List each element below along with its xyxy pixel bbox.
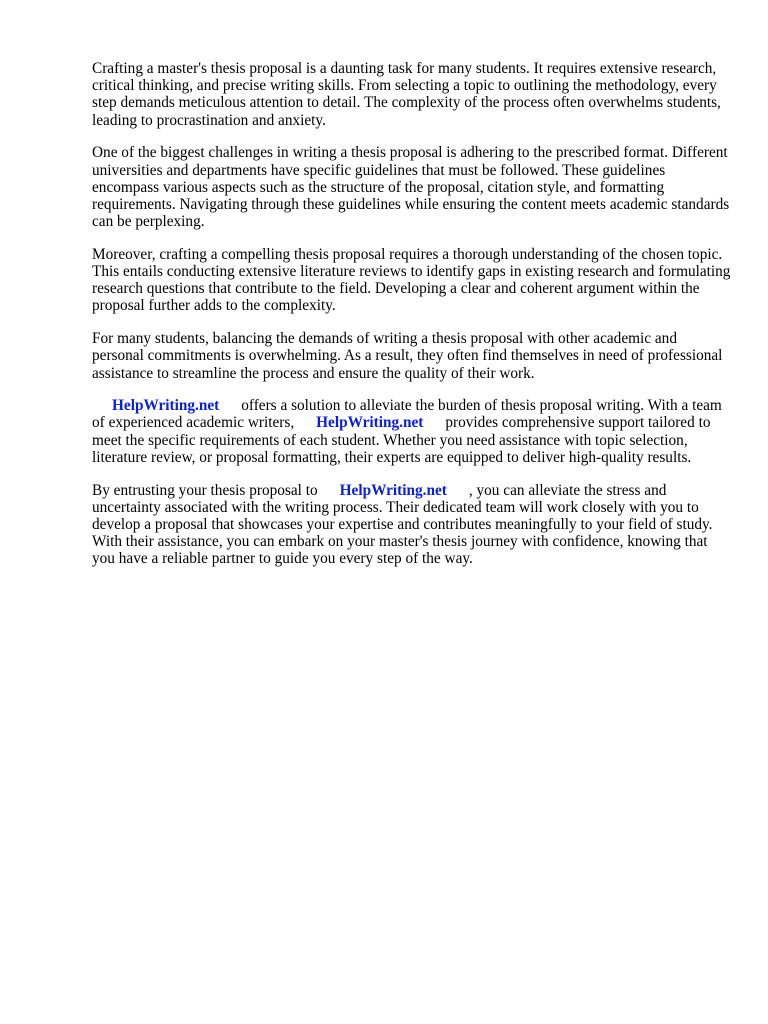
paragraph-format-challenges: One of the biggest challenges in writing a thesis proposal is adhering to the prescribed format. Different universities and departments have specific guidelines that must be followed. These guidelines encompass various aspects such as the structure of the proposal, citation style, and formatting requirements. Navigating through these guidelines while ensuring the content meets academic standards can be perplexing. — [92, 144, 730, 231]
paragraph-topic-understanding: Moreover, crafting a compelling thesis proposal requires a thorough understanding of the chosen topic. This entails conducting extensive literature reviews to identify gaps in existing research and formulating research questions that contribute to the field. Developing a clear and coherent argument within the proposal further adds to the complexity. — [92, 245, 731, 315]
paragraph-entrusting — [92, 482, 732, 568]
paragraph-text: provides comprehensive support tailored to meet the specific requirements of each student. Whether you need assistance with topic selection, literature review, or proposal formatting, their experts are equipped to deliver high-quality results. — [92, 414, 711, 466]
paragraph-balancing-demands: For many students, balancing the demands of writing a thesis proposal with other academic and personal commitments is overwhelming. As a result, they often find themselves in need of professional assistance to streamline the process and ensure the quality of their work. — [92, 330, 723, 382]
paragraph-intro: Crafting a master's thesis proposal is a daunting task for many students. It requires extensive research, critical thinking, and precise writing skills. From selecting a topic to outlining the methodology, every step demands meticulous attention to detail. The complexity of the process often overwhelms students, leading to procrastination and anxiety. — [92, 60, 721, 129]
paragraph-text: , you can alleviate the stress and uncertainty associated with the writing process. Their dedicated team will work closely with you to develop a proposal that showcases your expertise and contributes meaningfully to your field of study. With their assistance, you can embark on your master's thesis journey with confidence, knowing that you have a reliable partner to guide you every step of the way. — [92, 481, 713, 568]
helpwriting-link[interactable]: HelpWriting.net — [112, 397, 220, 415]
paragraph-text: offers a solution to alleviate the burden of thesis proposal writing. With a team of experienced academic writers, — [92, 397, 722, 432]
document-body — [92, 60, 732, 583]
helpwriting-link[interactable]: HelpWriting.net — [339, 481, 447, 499]
helpwriting-link[interactable]: HelpWriting.net — [316, 414, 424, 432]
paragraph-service-offer — [92, 397, 732, 466]
paragraph-text: By entrusting your thesis proposal to — [92, 481, 318, 499]
